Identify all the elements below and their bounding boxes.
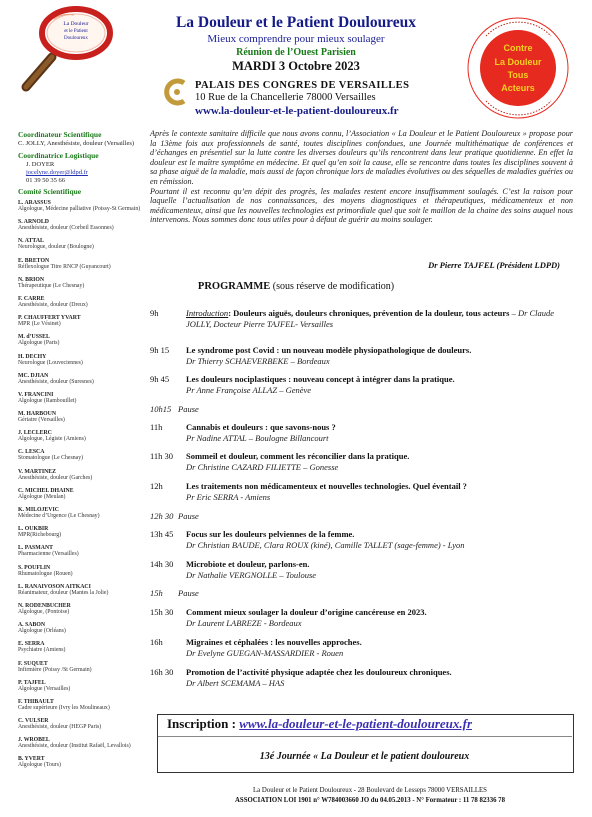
programme-time: 9h 15 xyxy=(150,345,170,355)
member-name: N. RODENBUCHER xyxy=(18,602,71,609)
session-content xyxy=(186,607,576,629)
introduction-label: Introduction xyxy=(186,308,229,318)
member-description: Anesthésiste, douleur (Institut Rafaël, Levallois) xyxy=(18,743,131,750)
member-description: Médecine d’Urgence (Le Chesnay) xyxy=(18,513,100,519)
member-description: Neurologue (Louveciennes) xyxy=(18,359,83,366)
comite-member xyxy=(18,315,143,328)
member-description: MPR (Le Vésinet) xyxy=(18,321,61,328)
session-title: Microbiote et douleur, parlons-en. xyxy=(186,559,310,569)
session-speaker: Dr Albert SCEMAMA – HAS xyxy=(186,677,285,688)
programme-time: 15h xyxy=(150,588,163,598)
programme-time: 13h 45 xyxy=(150,529,174,539)
comite-heading: Comité Scientifique xyxy=(18,187,82,196)
coord-sci-name: C. JOLLY, Anesthésiste, douleur (Versailles) xyxy=(18,140,135,147)
member-description: Algologue (Versailles) xyxy=(18,685,71,692)
session-title: Promotion de l’activité physique adaptée chez les douloureux chroniques. xyxy=(186,667,452,677)
member-name: J. WROBEL xyxy=(18,737,50,744)
programme-time: 15h 30 xyxy=(150,607,174,617)
member-name: M. d’USSEL xyxy=(18,334,50,341)
coord-sci-heading: Coordinateur Scientifique xyxy=(18,130,102,139)
badge-line-2: La Douleur xyxy=(494,57,542,67)
member-description: Rhumatologue (Rouen) xyxy=(18,570,73,577)
session-title: : Douleurs aiguës, douleurs chroniques, prévention de la douleur, tous acteurs xyxy=(228,308,510,318)
member-name: C. VULSER xyxy=(18,718,49,725)
signature: Dr Pierre TAJFEL (Président LDPD) xyxy=(428,260,560,270)
comite-member xyxy=(18,258,143,271)
programme-time: 14h 30 xyxy=(150,559,174,569)
session-speaker: Pr Nadine ATTAL – Boulogne Billancourt xyxy=(186,432,329,443)
session-content xyxy=(186,559,576,581)
member-description: Neurologue, douleur (Boulogne) xyxy=(18,244,94,251)
session-speaker: – Dr Claude JOLLY, Docteur Pierre TAJFEL- Versailles xyxy=(186,308,555,329)
member-name: E. SERRA xyxy=(18,641,45,648)
member-description: Gériatre (Versailles) xyxy=(18,417,65,424)
session-title: Focus sur les douleurs pelviennes de la femme. xyxy=(186,529,355,539)
member-description: Thérapeutique (Le Chesnay) xyxy=(18,282,85,289)
member-description: Algologue, Légiste (Amiens) xyxy=(18,436,86,443)
member-description: Algologue (Tours) xyxy=(18,762,61,769)
programme-time: 16h 30 xyxy=(150,667,174,677)
comite-member xyxy=(18,219,143,232)
coord-log-email[interactable]: jocelyne.doyer@ldpd.fr xyxy=(26,169,88,176)
pause-label: Pause xyxy=(178,588,199,598)
session-speaker: Pr Eric SERRA - Amiens xyxy=(186,491,271,502)
programme-time: 9h xyxy=(150,308,159,318)
comite-member xyxy=(18,718,143,731)
pause-label: Pause xyxy=(178,511,199,521)
member-description: Cadre supérieure (Ivry les Moulineaux) xyxy=(18,704,110,711)
comite-member xyxy=(18,622,143,635)
programme-time: 12h xyxy=(150,481,163,491)
member-description: Algologue (Paris) xyxy=(18,340,60,347)
inscription-label: Inscription : xyxy=(167,716,240,731)
comite-member xyxy=(18,641,143,654)
member-name: C. MICHEL DHAINE xyxy=(18,487,74,494)
session-content xyxy=(186,481,576,503)
comite-member xyxy=(18,354,143,367)
session-content xyxy=(186,345,576,367)
badge-line-1: Contre xyxy=(503,43,533,53)
member-name: L. ARASSUS xyxy=(18,200,51,206)
programme-time: 9h 45 xyxy=(150,374,170,384)
inscription-divider xyxy=(158,736,572,737)
member-description: Pharmacienne (Versailles) xyxy=(18,551,79,558)
programme-heading xyxy=(0,281,592,292)
member-description: Algologue (Meulan) xyxy=(18,493,66,500)
session-title: Le syndrome post Covid : un nouveau modèle physiopathologique de douleurs. xyxy=(186,345,472,355)
member-description: Réflexologue Titre RNCP (Guyancourt) xyxy=(18,263,111,270)
member-description: Anesthésiste, douleur (Corbeil Essonnes) xyxy=(18,225,114,232)
badge-line-3: Tous xyxy=(507,70,529,80)
member-name: F. CARRE xyxy=(18,295,45,302)
intro-text xyxy=(150,129,573,225)
session-content xyxy=(186,374,576,396)
member-name: S. POUFLIN xyxy=(18,564,51,571)
member-name: C. LESCA xyxy=(18,449,45,456)
programme-note: (sous réserve de modification) xyxy=(272,281,395,292)
comite-member xyxy=(18,430,143,443)
inscription-link[interactable]: www.la-douleur-et-le-patient-douloureux.fr xyxy=(239,716,473,731)
svg-text:et le Patient: et le Patient xyxy=(64,29,88,34)
svg-text:La Douleur: La Douleur xyxy=(63,21,89,27)
footer-address: La Douleur et le Patient Douloureux - 28 Boulevard de Lesseps 78000 VERSAILLES xyxy=(253,787,487,794)
programme-time: 16h xyxy=(150,637,163,647)
session-speaker: Dr Thierry SCHAEVERBEKE – Bordeaux xyxy=(186,355,330,366)
comite-member xyxy=(18,373,143,386)
reunion-label: Réunion de l’Ouest Parisien xyxy=(236,47,356,58)
coord-log-name: J. DOYER xyxy=(26,161,55,168)
website-link[interactable]: www.la-douleur-et-le-patient-douloureux.fr xyxy=(195,105,399,117)
session-title: Les douleurs nociplastiques : nouveau concept à intégrer dans la pratique. xyxy=(186,374,455,384)
member-name: F. SUQUET xyxy=(18,660,48,667)
session-title: Cannabis et douleurs : que savons-nous ? xyxy=(186,422,336,432)
member-name: A. SABON xyxy=(18,622,46,629)
comite-member xyxy=(18,584,143,597)
intro-paragraph-1: Après le contexte sanitaire difficile que nous avons connu, l’Association « La Douleur et le Patient Douloureux » propose pour la 13ème fois aux professionnels de santé, toutes disciplines confondues, une Journée multithématique de conférences et d’échanges en présentiel sur la lutte contre les diverses douleurs qu’ils rencontrent dans leur pratique quotidienne. En effet la douleur est le maître symptôme en médecine. Et quel qu’en soit la cause, elle se rencontre dans toutes les disciplines souvent à sa phase aiguë de la maladie, mais aussi de façon chronique lors de maladies évolutives ou des séquelles de maladies guéries ou en rémission. xyxy=(150,129,573,186)
contre-la-douleur-badge-icon xyxy=(466,16,571,121)
member-description: Anesthésiste, douleur (Suresnes) xyxy=(18,378,94,385)
member-description: MPR(Richebourg) xyxy=(18,532,62,539)
member-name: V. MARTINEZ xyxy=(18,468,57,475)
member-description: Algologue (Orléans) xyxy=(18,628,66,635)
comite-member xyxy=(18,565,143,578)
member-description: Anesthésiste, douleur (Dreux) xyxy=(18,301,88,308)
coord-log-phone: 01 39 50 35 66 xyxy=(26,177,65,184)
inscription-line xyxy=(167,716,472,732)
member-name: M. HARBOUN xyxy=(18,411,56,418)
page-title: La Douleur et le Patient Douloureux xyxy=(175,14,417,31)
comite-member xyxy=(18,756,143,769)
member-name: E. BRETON xyxy=(18,257,50,264)
badge-line-4: Acteurs xyxy=(501,83,535,93)
page-subtitle: Mieux comprendre pour mieux soulager xyxy=(207,33,385,45)
member-description: Algologue, (Pontoise) xyxy=(18,608,70,615)
member-name: N. ATTAL xyxy=(18,238,44,245)
programme-time: 12h 30 xyxy=(150,511,174,521)
intro-paragraph-2: Pourtant il est reconnu qu’en dépit des progrès, les malades restent encore insuffisamment soulagés. C’est la raison pour laquelle l’actualisation de nos connaissances, des moyens diagnostiques et thérapeutiques, médicamenteux et non médicamenteux, ainsi que les nouvelles technologies est primordiale quel que soit le maillon de la chaine des soins auquel nous intervenons. Nous sommes donc tous utiles pour à défaut de guérir au moins soulager. xyxy=(150,186,573,225)
session-speaker: Dr Nathalie VERGNOLLE – Toulouse xyxy=(186,569,317,580)
programme-title: PROGRAMME xyxy=(197,281,271,292)
member-description: Algologue (Rambouillet) xyxy=(18,397,77,404)
member-name: V. FRANCINI xyxy=(18,391,54,398)
member-name: L. PASMANT xyxy=(18,545,53,552)
session-title: Les traitements non médicamenteux et nouvelles technologies. Quel éventail ? xyxy=(186,481,467,491)
comite-member xyxy=(18,392,143,405)
session-speaker: Dr Christine CAZARD FILIETTE – Gonesse xyxy=(186,461,339,472)
comite-member xyxy=(18,488,143,501)
comite-member xyxy=(18,334,143,347)
session-speaker: Dr Christian BAUDE, Clara ROUX (kiné), Camille TALLET (sage-femme) - Lyon xyxy=(186,539,465,550)
comite-member xyxy=(18,737,143,750)
member-name: P. CHAUFFERT YVART xyxy=(18,315,81,322)
member-name: F. THIBAULT xyxy=(18,698,54,705)
journee-title: 13é Journée « La Douleur et le patient douloureux xyxy=(259,751,470,762)
venue-name: PALAIS DES CONGRES DE VERSAILLES xyxy=(195,80,410,91)
session-speaker: Dr Evelyne GUEGAN-MASSARDIER - Rouen xyxy=(186,647,344,658)
session-content xyxy=(186,667,576,689)
session-content xyxy=(186,422,576,444)
comite-member xyxy=(18,449,143,462)
venue-address: 10 Rue de la Chancellerie 78000 Versailles xyxy=(195,92,376,103)
footer-legal: ASSOCIATION LOI 1901 n° W784003660 JO du 04.05.2013 - N° Formateur : 11 78 82336 78 xyxy=(235,797,505,804)
coord-log-heading: Coordinatrice Logistique xyxy=(18,151,99,160)
member-description: Psychiatre (Amiens) xyxy=(18,647,66,654)
member-name: N. BRION xyxy=(18,276,45,283)
programme-time: 10h15 xyxy=(150,404,172,414)
comite-member xyxy=(18,545,143,558)
member-name: MC. DJIAN xyxy=(18,372,49,379)
member-name: L. RANAIVOSON AITKACI xyxy=(18,583,91,590)
venue-c-logo-icon xyxy=(164,78,190,106)
comite-member xyxy=(18,680,143,693)
member-name: S. ARNOLD xyxy=(18,219,49,226)
comite-member xyxy=(18,296,143,309)
member-description: Infirmière (Poissy /St Germain) xyxy=(18,666,92,673)
comite-member xyxy=(18,238,143,251)
member-name: B. YVERT xyxy=(18,756,45,763)
member-name: L. OUKBIR xyxy=(18,526,49,533)
member-description: Réanimateur, douleur (Mantes la Jolie) xyxy=(18,589,109,596)
member-description: Anesthésiste, douleur (HEGP Paris) xyxy=(18,724,102,731)
comite-member xyxy=(18,526,143,539)
event-date: MARDI 3 Octobre 2023 xyxy=(232,59,360,73)
session-title: Sommeil et douleur, comment les réconcilier dans la pratique. xyxy=(186,451,410,461)
comite-member xyxy=(18,661,143,674)
comite-member xyxy=(18,699,143,712)
member-description: Algologue, Médecine palliative (Poissy-St Germain) xyxy=(18,206,141,212)
session-speaker: Pr Anne Françoise ALLAZ – Genève xyxy=(186,384,312,395)
programme-time: 11h xyxy=(150,422,163,432)
member-description: Stomatologue (Le Chesnay) xyxy=(18,455,84,462)
member-name: H. DECHY xyxy=(18,353,47,360)
comite-member xyxy=(18,603,143,616)
session-content xyxy=(186,308,576,330)
comite-member xyxy=(18,469,143,482)
programme-time: 11h 30 xyxy=(150,451,174,461)
comite-member xyxy=(18,507,143,520)
member-description: Anesthésiste, douleur (Garches) xyxy=(18,474,93,481)
session-content xyxy=(186,451,576,473)
member-name: J. LECLERC xyxy=(18,430,52,437)
comite-member xyxy=(18,411,143,424)
session-title: Comment mieux soulager la douleur d’origine cancéreuse en 2023. xyxy=(186,607,427,617)
comite-member xyxy=(18,200,143,213)
session-title: Migraines et céphalées : les nouvelles approches. xyxy=(186,637,362,647)
session-content xyxy=(186,637,576,659)
svg-text:Douloureux: Douloureux xyxy=(64,36,88,41)
member-name: K. MILOJEVIC xyxy=(18,507,59,513)
member-name: P. TAJFEL xyxy=(18,679,46,686)
session-content xyxy=(186,529,576,551)
session-speaker: Dr Laurent LABREZE - Bordeaux xyxy=(186,617,302,628)
pause-label: Pause xyxy=(178,404,199,414)
